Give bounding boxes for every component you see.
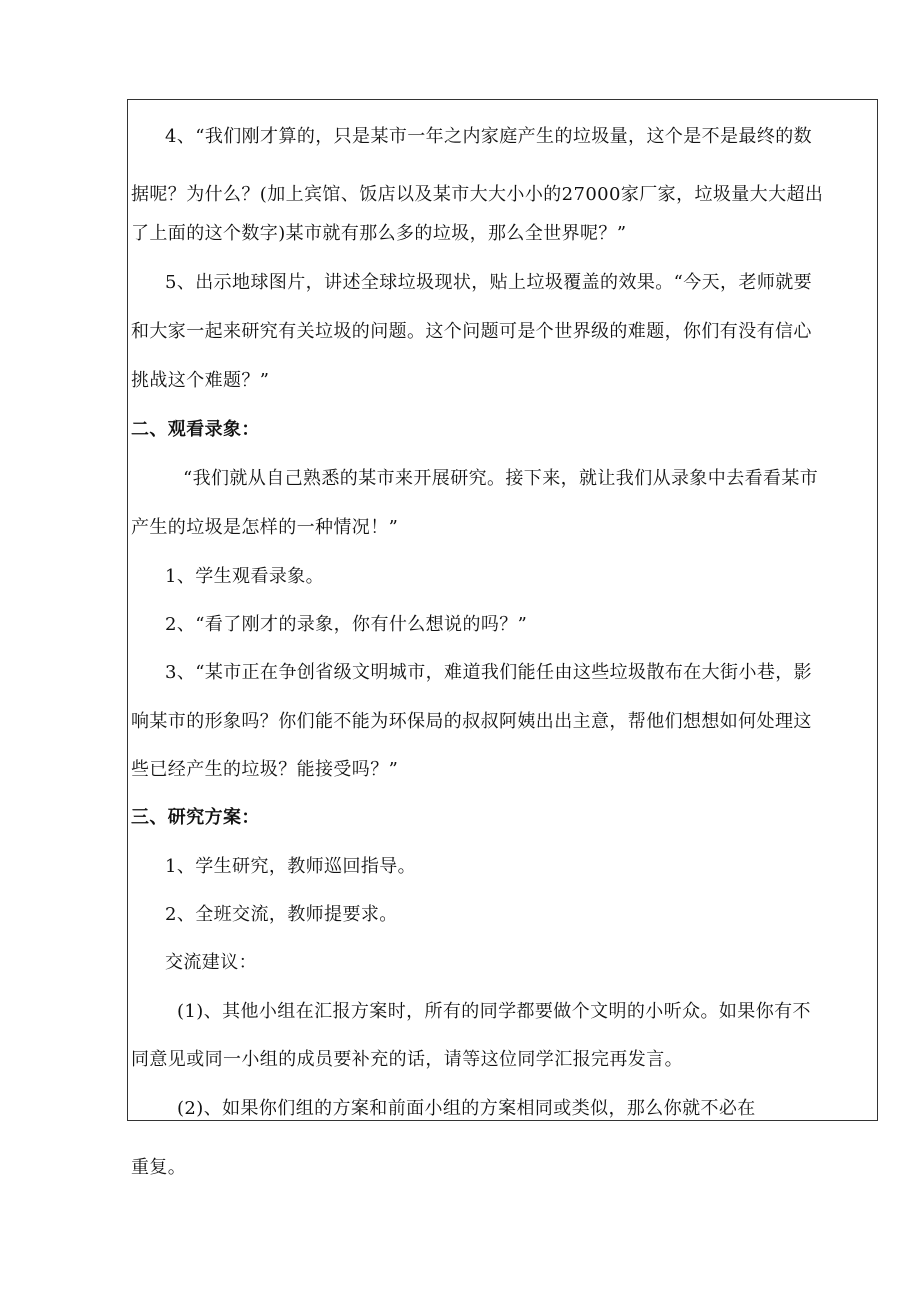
suggestion-1-line-1: (1)、其他小组在汇报方案时，所有的同学都要做个文明的小听众。如果你有不 bbox=[177, 1001, 811, 1022]
suggestion-2-line-2: 重复。 bbox=[131, 1157, 187, 1178]
para-intro-line-2: 产生的垃圾是怎样的一种情况！” bbox=[131, 517, 399, 538]
item-2: 2、“看了刚才的录象，你有什么想说的吗？” bbox=[165, 614, 528, 635]
step-2: 2、全班交流，教师提要求。 bbox=[165, 904, 398, 925]
step-1: 1、学生研究，教师巡回指导。 bbox=[165, 856, 417, 877]
para-4-line-2: 据呢？为什么？(加上宾馆、饭店以及某市大大小小的27000家厂家，垃圾量大大超出 bbox=[131, 184, 824, 205]
suggestion-heading: 交流建议： bbox=[165, 952, 257, 973]
para-4-line-1: 4、“我们刚才算的，只是某市一年之内家庭产生的垃圾量，这个是不是最终的数 bbox=[165, 126, 813, 147]
suggestion-1-line-2: 同意见或同一小组的成员要补充的话，请等这位同学汇报完再发言。 bbox=[131, 1049, 683, 1070]
para-5-line-1: 5、出示地球图片，讲述全球垃圾现状，贴上垃圾覆盖的效果。“今天，老师就要 bbox=[165, 272, 813, 293]
para-5-line-2: 和大家一起来研究有关垃圾的问题。这个问题可是个世界级的难题，你们有没有信心 bbox=[131, 321, 812, 342]
para-4-line-3: 了上面的这个数字)某市就有那么多的垃圾，那么全世界呢？” bbox=[131, 223, 627, 244]
para-intro-line-1: “我们就从自己熟悉的某市来开展研究。接下来，就让我们从录象中去看看某市 bbox=[183, 468, 819, 489]
item-3-line-1: 3、“某市正在争创省级文明城市，难道我们能任由这些垃圾散布在大街小巷，影 bbox=[165, 662, 813, 683]
section-heading-3: 三、研究方案： bbox=[131, 807, 260, 828]
item-1: 1、学生观看录象。 bbox=[165, 566, 325, 587]
item-3-line-2: 响某市的形象吗？你们能不能为环保局的叔叔阿姨出出主意，帮他们想想如何处理这 bbox=[131, 711, 812, 732]
suggestion-2-line-1: (2)、如果你们组的方案和前面小组的方案相同或类似，那么你就不必在 bbox=[177, 1098, 756, 1119]
item-3-line-3: 些已经产生的垃圾？能接受吗？” bbox=[131, 759, 399, 780]
section-heading-2: 二、观看录象： bbox=[131, 419, 260, 440]
para-5-line-3: 挑战这个难题？” bbox=[131, 370, 270, 391]
